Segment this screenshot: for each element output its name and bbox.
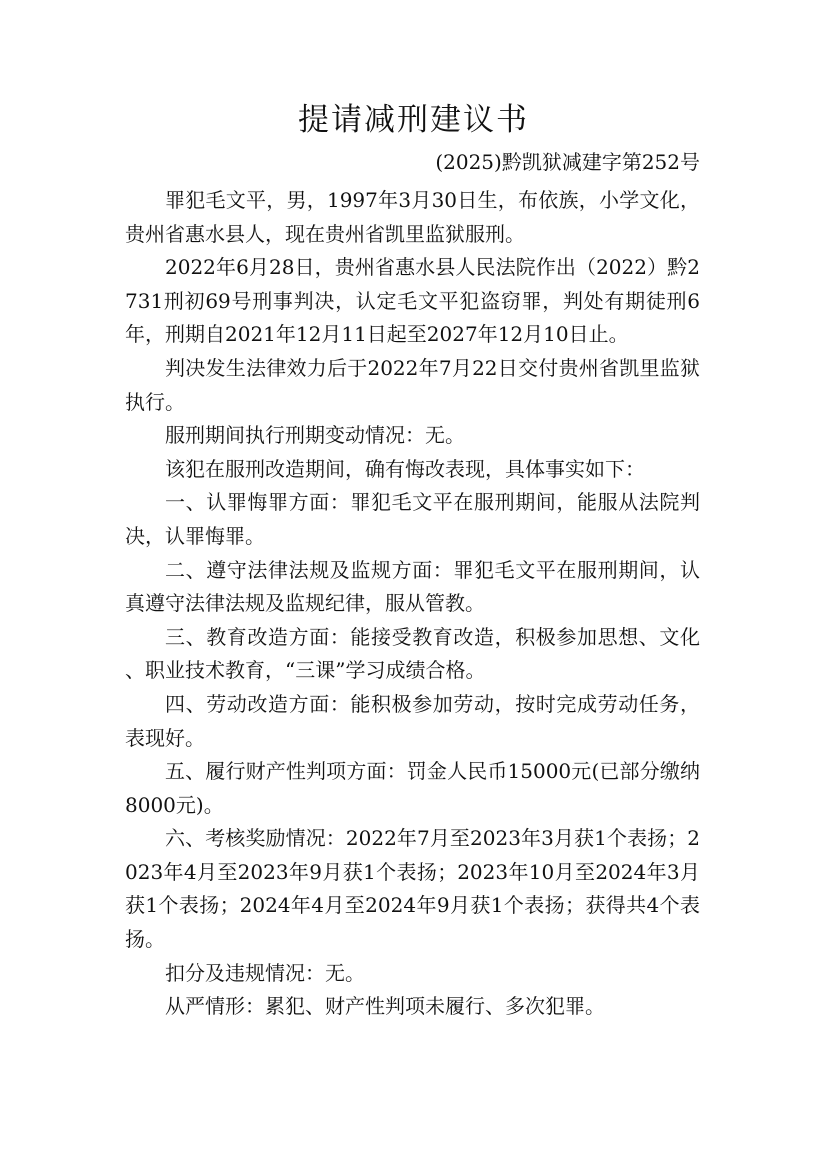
paragraph-plead-guilty: 一、认罪悔罪方面：罪犯毛文平在服刑期间，能服从法院判决，认罪悔罪。: [125, 490, 700, 548]
paragraph-delivery: 判决发生法律效力后于2022年7月22日交付贵州省凯里监狱执行。: [125, 355, 700, 414]
paragraph-offender-info: 罪犯毛文平，男，1997年3月30日生，布依族，小学文化，贵州省惠水县人，现在贵州省凯里监狱服刑。: [125, 188, 700, 246]
document-body: [125, 184, 700, 1024]
paragraph-violations: 扣分及违规情况：无。: [165, 960, 365, 985]
document-title: 提请减刑建议书: [298, 102, 529, 138]
paragraph-sentence-change: 服刑期间执行刑期变动情况：无。: [165, 423, 465, 448]
paragraph-education: 三、教育改造方面：能接受教育改造，积极参加思想、文化、职业技术教育，“三课”学习成绩合格。: [125, 624, 700, 683]
document-number: (2025)黔凯狱减建字第252号: [435, 150, 700, 174]
paragraph-rewards: 六、考核奖励情况：2022年7月至2023年3月获1个表扬；2023年4月至2023年9月获1个表扬；2023年10月至2024年3月获1个表扬；2024年4月至2024年9月获1个表扬；获得共4个表扬。: [125, 826, 700, 952]
paragraph-strict-circumstances: 从严情形：累犯、财产性判项未履行、多次犯罪。: [165, 994, 605, 1019]
paragraph-repentance-intro: 该犯在服刑改造期间，确有悔改表现，具体事实如下：: [165, 456, 645, 481]
paragraph-discipline: 二、遵守法律法规及监规方面：罪犯毛文平在服刑期间，认真遵守法律法规及监规纪律，服从管教。: [125, 557, 700, 616]
paragraph-property-penalty: 五、履行财产性判项方面：罚金人民币15000元(已部分缴纳8000元)。: [125, 759, 700, 817]
paragraph-labor: 四、劳动改造方面：能积极参加劳动，按时完成劳动任务，表现好。: [125, 691, 700, 750]
paragraph-judgment: 2022年6月28日，贵州省惠水县人民法院作出（2022）黔2731刑初69号刑事判决，认定毛文平犯盗窃罪，判处有期徒刑6年，刑期自2021年12月11日起至2027年12月10日止。: [125, 255, 700, 347]
